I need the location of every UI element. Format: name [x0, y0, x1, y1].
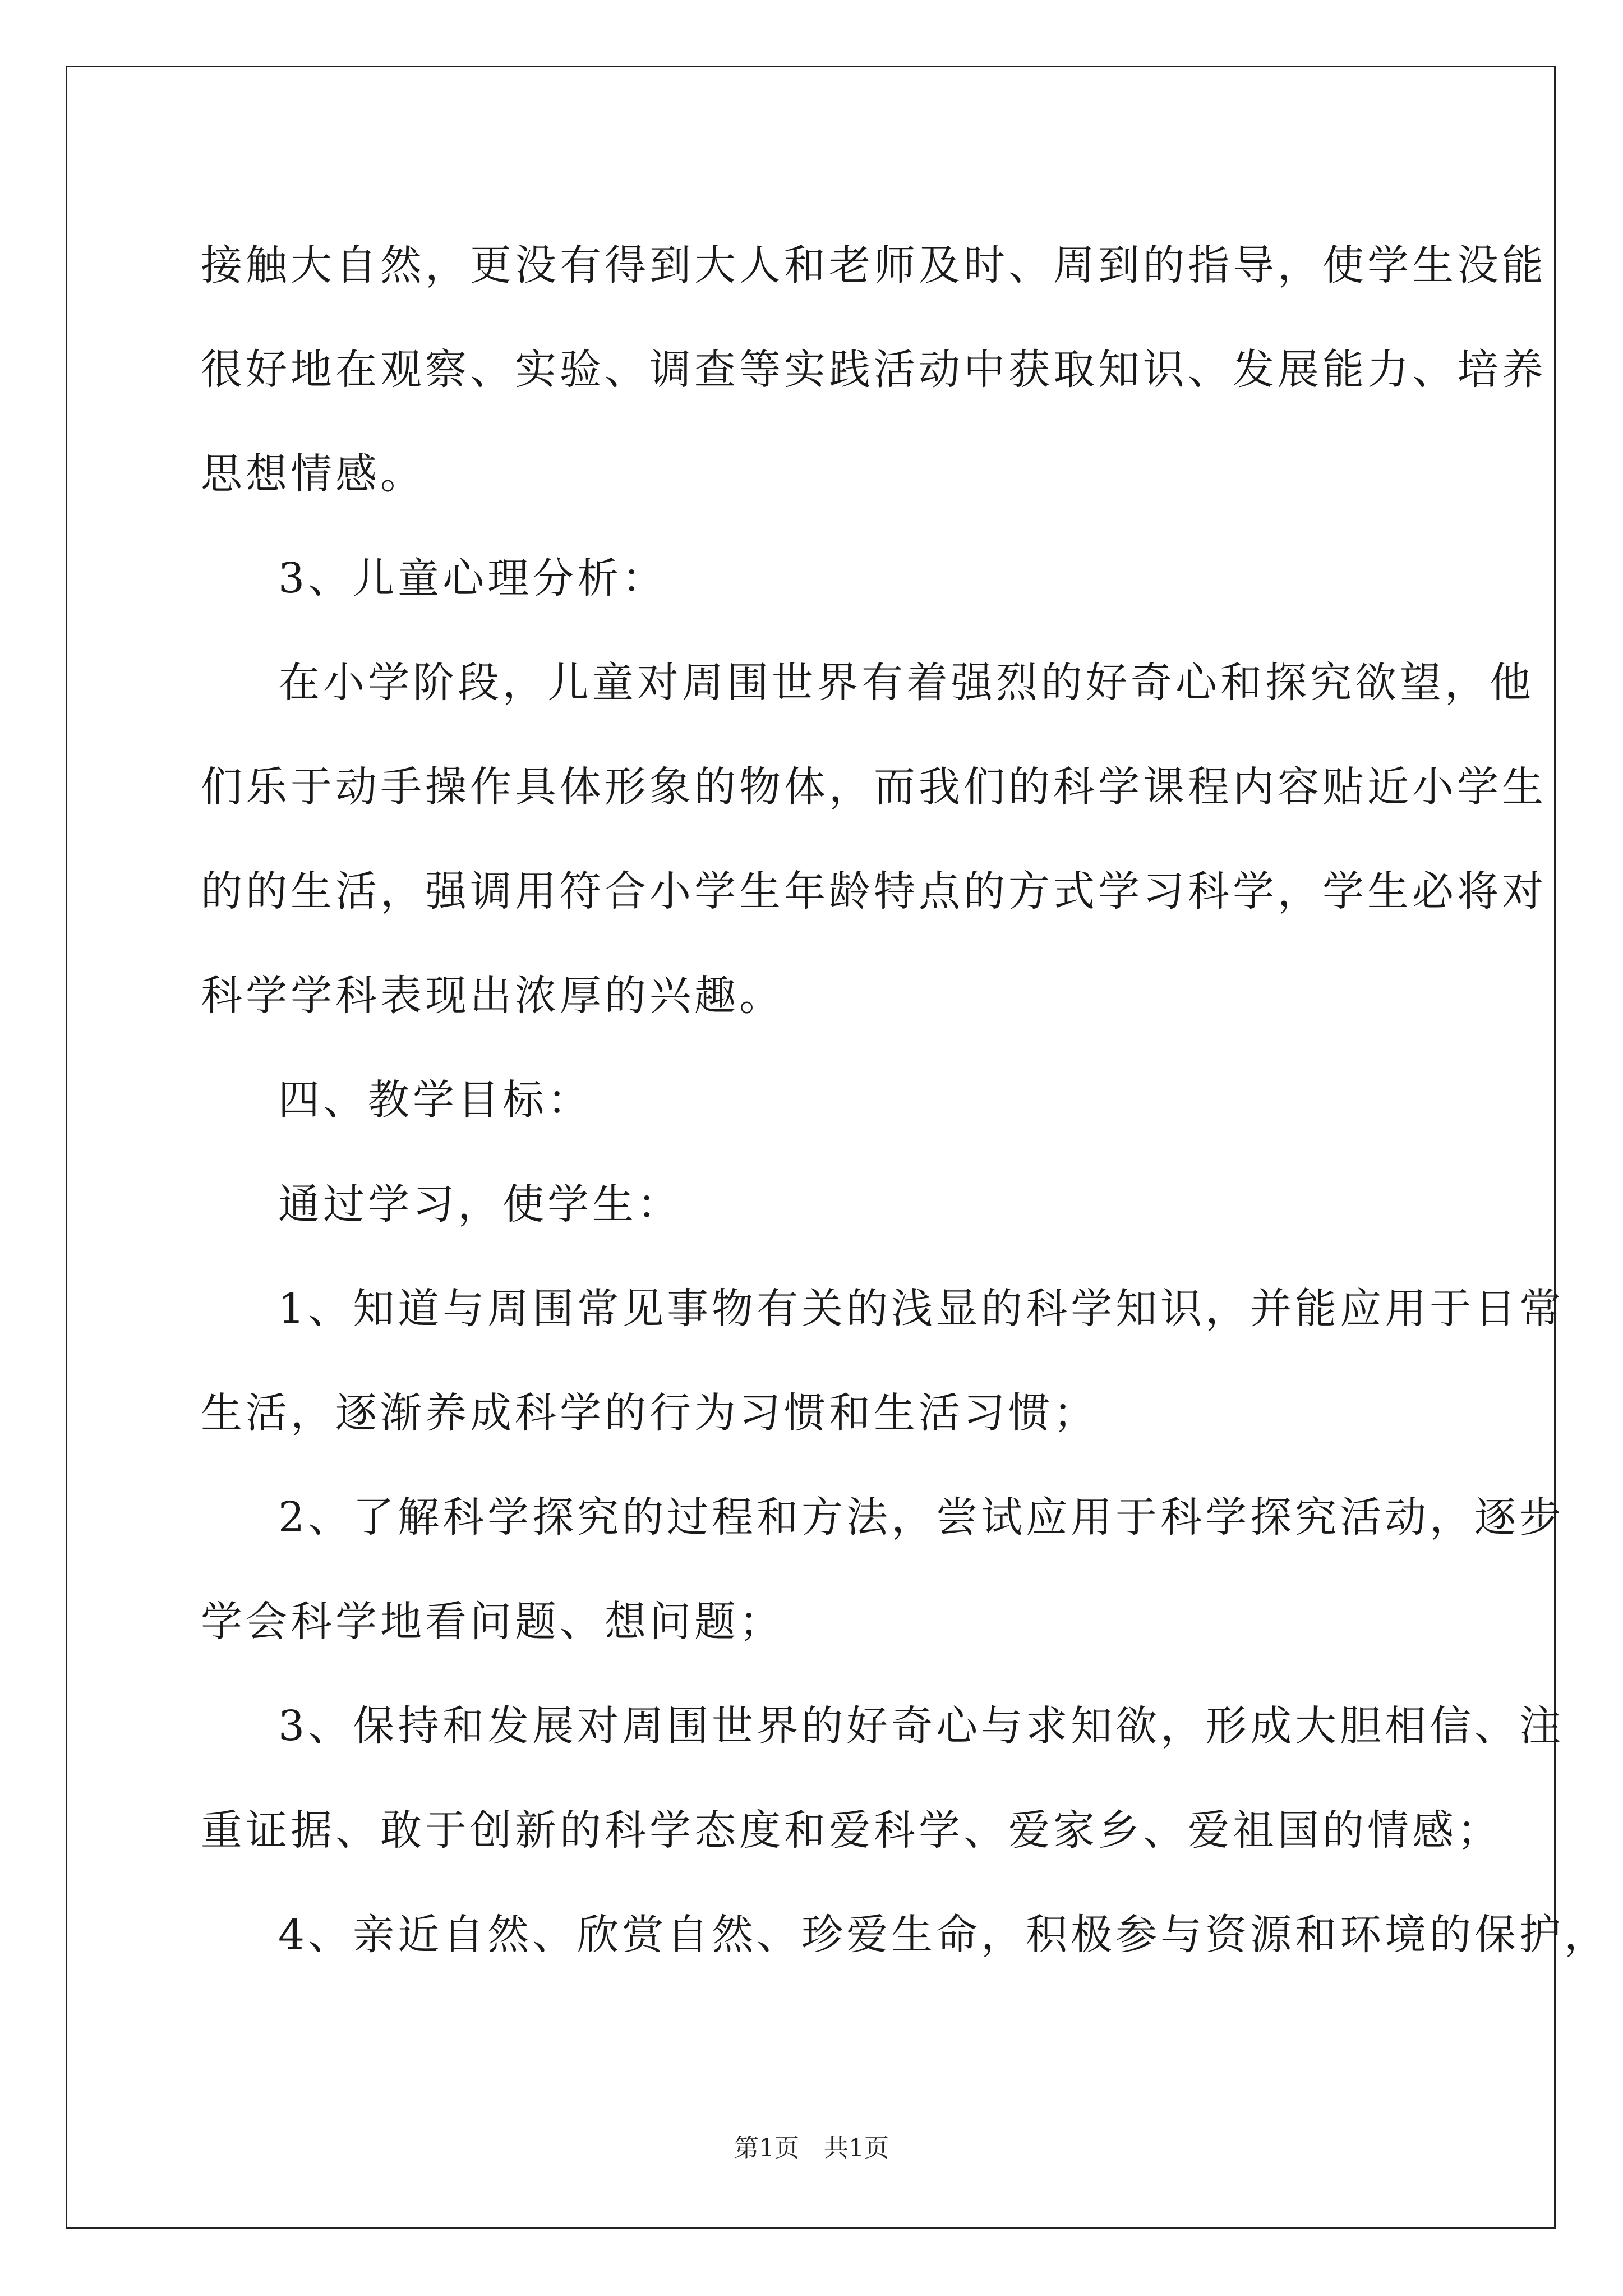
goal-item-3: 3、保持和发展对周围世界的好奇心与求知欲，形成大胆相信、注 — [278, 1702, 1565, 1750]
text-line-3: 思想情感。 — [201, 450, 425, 498]
section-heading-child-psychology: 3、儿童心理分析： — [278, 554, 667, 602]
goal-item-4: 4、亲近自然、欣赏自然、珍爱生命，积极参与资源和环境的保护， — [278, 1911, 1610, 1959]
section-heading-teaching-goals: 四、教学目标： — [278, 1076, 592, 1124]
text-line-7: 的的生活，强调用符合小学生年龄特点的方式学习科学，学生必将对 — [201, 867, 1547, 915]
text-line-5: 在小学阶段，儿童对周围世界有着强烈的好奇心和探究欲望，他 — [278, 659, 1534, 707]
text-line-1: 接触大自然，更没有得到大人和老师及时、周到的指导，使学生没能 — [201, 241, 1547, 289]
text-line-10: 通过学习，使学生： — [278, 1180, 682, 1228]
goal-item-1: 1、知道与周围常见事物有关的浅显的科学知识，并能应用于日常 — [278, 1285, 1565, 1333]
page-footer: 第1页 共1页 — [734, 2134, 889, 2162]
text-line-2: 很好地在观察、实验、调查等实践活动中获取知识、发展能力、培养 — [201, 346, 1547, 394]
document-body — [201, 213, 1610, 1987]
goal-item-3-cont: 重证据、敢于创新的科学态度和爱科学、爱家乡、爱祖国的情感； — [201, 1806, 1502, 1855]
text-line-6: 们乐于动手操作具体形象的物体，而我们的科学课程内容贴近小学生 — [201, 763, 1547, 811]
goal-item-1-cont: 生活，逐渐养成科学的行为习惯和生活习惯； — [201, 1389, 1098, 1437]
goal-item-2: 2、了解科学探究的过程和方法，尝试应用于科学探究活动，逐步 — [278, 1493, 1565, 1542]
text-line-8: 科学学科表现出浓厚的兴趣。 — [201, 972, 784, 1020]
goal-item-2-cont: 学会科学地看问题、想问题； — [201, 1598, 784, 1646]
